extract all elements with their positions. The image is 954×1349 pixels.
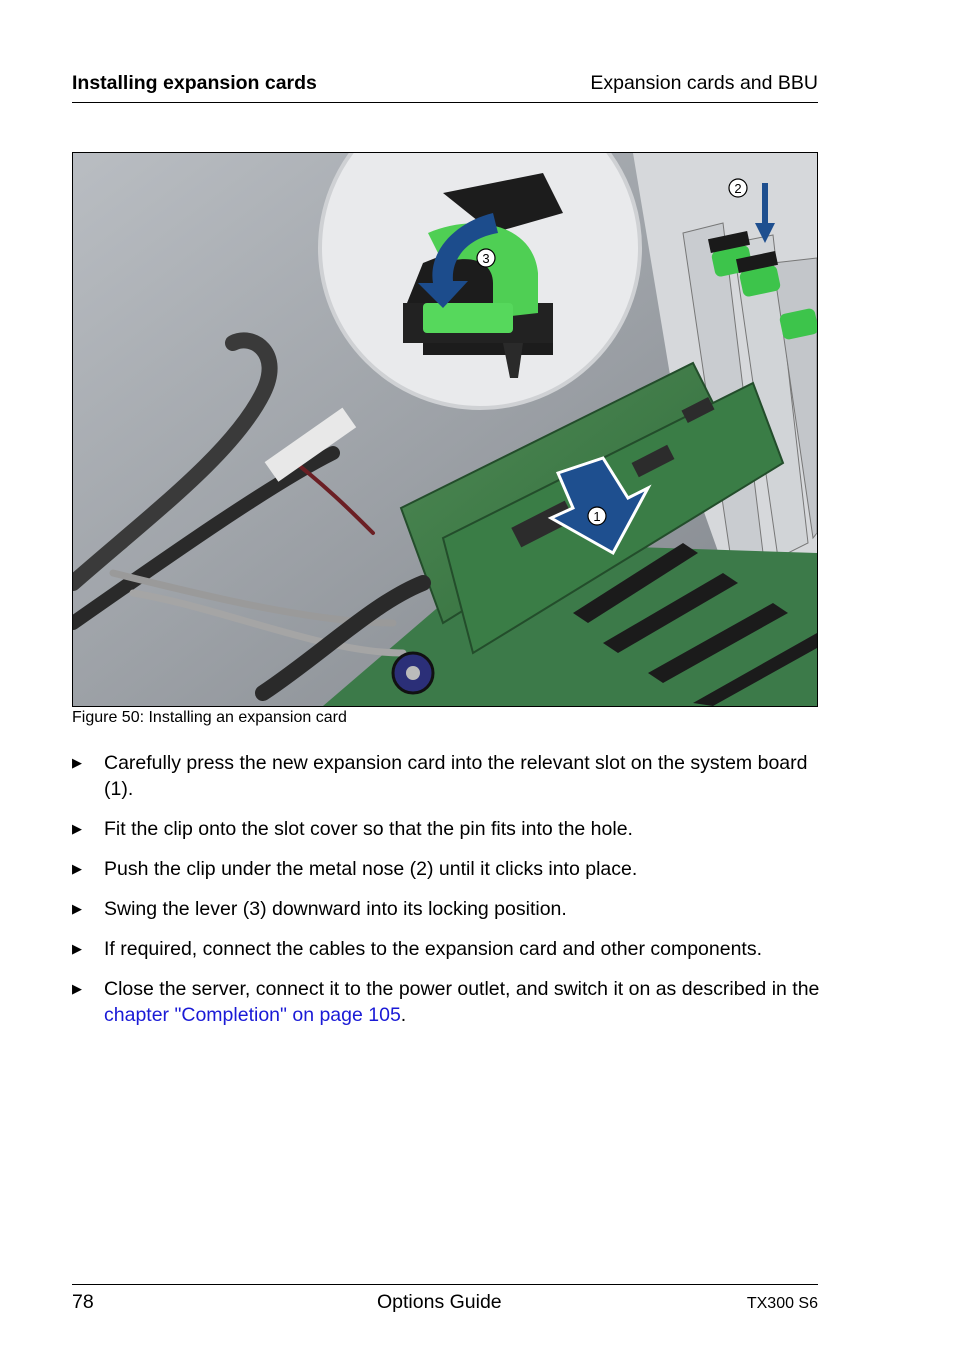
figure-caption: Figure 50: Installing an expansion card <box>72 709 347 726</box>
triangle-bullet-icon: ▶ <box>72 861 82 876</box>
step-text: Fit the clip onto the slot cover so that the pin fits into the hole. <box>104 818 633 840</box>
page-number: 78 <box>72 1291 94 1313</box>
callout-3 <box>477 249 495 267</box>
model-name: TX300 S6 <box>746 1295 818 1312</box>
triangle-bullet-icon: ▶ <box>72 821 82 836</box>
doc-title: Options Guide <box>377 1291 502 1313</box>
instruction-step <box>72 936 832 962</box>
instruction-list <box>72 750 832 1042</box>
expansion-card-illustration <box>73 153 817 706</box>
triangle-bullet-icon: ▶ <box>72 901 82 916</box>
step-text-end: . <box>400 1004 407 1026</box>
instruction-step <box>72 750 832 802</box>
instruction-step <box>72 896 832 922</box>
page-header <box>72 72 818 103</box>
instruction-step <box>72 816 832 842</box>
header-chapter-title: Expansion cards and BBU <box>590 72 818 94</box>
triangle-bullet-icon: ▶ <box>72 755 82 770</box>
instruction-step <box>72 856 832 882</box>
completion-chapter-link[interactable]: chapter "Completion" on page 105 <box>104 1004 401 1026</box>
svg-text:1: 1 <box>593 509 601 524</box>
header-section-title: Installing expansion cards <box>72 72 317 94</box>
callout-1 <box>588 507 606 525</box>
triangle-bullet-icon: ▶ <box>72 981 82 996</box>
page-footer <box>72 1284 818 1315</box>
triangle-bullet-icon: ▶ <box>72 941 82 956</box>
callout-2 <box>729 179 747 197</box>
step-text: If required, connect the cables to the expansion card and other components. <box>104 938 763 960</box>
step-text: Swing the lever (3) downward into its locking position. <box>104 898 567 920</box>
step-text: Close the server, connect it to the power outlet, and switch it on as described in the <box>104 978 820 1000</box>
step-text: Carefully press the new expansion card into the relevant slot on the system board (1). <box>104 752 808 800</box>
instruction-step <box>72 976 832 1028</box>
figure-photo <box>72 152 818 707</box>
svg-text:2: 2 <box>734 181 742 196</box>
step-text: Push the clip under the metal nose (2) until it clicks into place. <box>104 858 638 880</box>
svg-text:3: 3 <box>482 251 490 266</box>
